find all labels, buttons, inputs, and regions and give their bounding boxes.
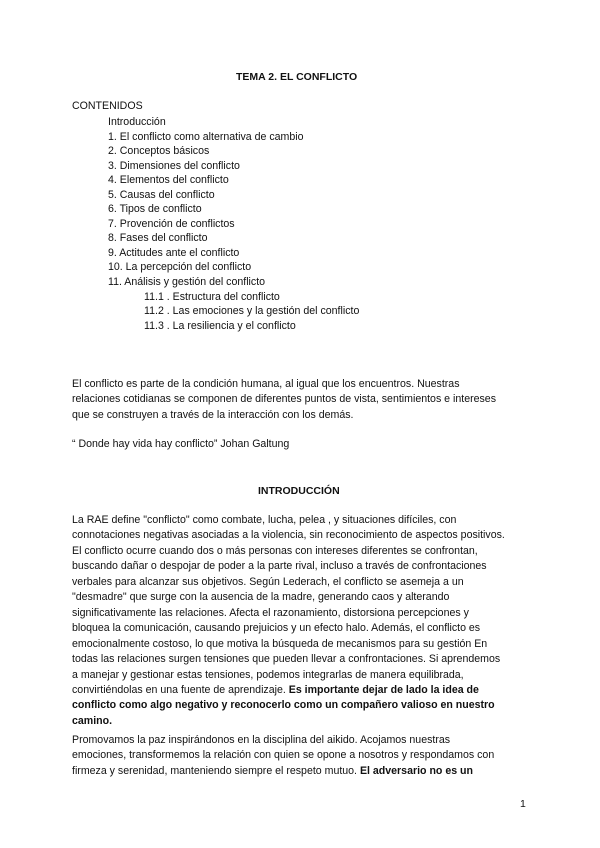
paragraph-line: que se construyen a través de la interacción con los demás. xyxy=(72,408,354,421)
paragraph-line: relaciones cotidianas se componen de diferentes puntos de vista, sentimientos e intereses xyxy=(72,393,496,406)
paragraph-line: connotaciones negativas asociadas a la violencia, sin reconocimiento de aspectos positivos. xyxy=(72,529,505,542)
toc-item: 2. Conceptos básicos xyxy=(108,145,210,158)
toc-item: 3. Dimensiones del conflicto xyxy=(108,159,240,172)
toc-item: 11. Análisis y gestión del conflicto xyxy=(108,276,266,289)
paragraph-text: convirtiéndolas en una fuente de aprendizaje. xyxy=(72,683,289,696)
paragraph-line: a manejar y gestionar estas tensiones, podemos integrarlas de manera equilibrada, xyxy=(72,668,464,681)
paragraph-line: verbales para alcanzar sus objetivos. Según Lederach, el conflicto se asemeja a un xyxy=(72,575,464,588)
paragraph-text: firmeza y serenidad, manteniendo siempre el respeto mutuo. xyxy=(72,764,360,777)
paragraph-line: emocionalmente costoso, lo que motiva la búsqueda de mecanismos para su gestión En xyxy=(72,637,488,650)
toc-item: 9. Actitudes ante el conflicto xyxy=(108,246,240,259)
galtung-quote: “ Donde hay vida hay conflicto” Johan Galtung xyxy=(72,438,290,450)
table-of-contents xyxy=(108,115,359,333)
emphasis-line: camino. xyxy=(72,714,113,727)
paragraph-line: emociones, transformemos la relación con quien se opone a nosotros y respondamos con xyxy=(72,749,495,762)
emphasis-text: El adversario no es un xyxy=(359,764,473,777)
toc-subitem: 11.2 . Las emociones y la gestión del conflicto xyxy=(144,305,360,318)
toc-item: 1. El conflicto como alternativa de cambio xyxy=(108,130,304,143)
paragraph-line: significativamente las relaciones. Afecta el razonamiento, distorsiona percepciones y xyxy=(72,606,469,619)
document-title: TEMA 2. EL CONFLICTO xyxy=(236,71,358,83)
paragraph-line: buscando dañar o despojar de poder a la parte rival, incluso a través de confrontaciones xyxy=(72,560,487,573)
introduction-heading: INTRODUCCIÓN xyxy=(258,485,340,497)
emphasis-line: conflicto como algo negativo y reconocerlo como un compañero valioso en nuestro xyxy=(72,699,495,712)
page-number: 1 xyxy=(520,798,526,810)
toc-item: 8. Fases del conflicto xyxy=(108,232,208,245)
paragraph-line: El conflicto ocurre cuando dos o más personas con intereses diferentes se confrontan, xyxy=(72,544,478,557)
opening-paragraph xyxy=(72,377,542,423)
paragraph-line xyxy=(72,764,542,779)
paragraph-line: bloquea la comunicación, causando prejuicios y un efecto halo. Además, el conflicto es xyxy=(72,622,481,635)
aikido-paragraph xyxy=(72,733,542,779)
toc-item-introduction: Introducción xyxy=(108,116,166,128)
toc-item: 6. Tipos de conflicto xyxy=(108,203,202,216)
paragraph-line: La RAE define "conflicto" como combate, lucha, pelea , y situaciones difíciles, con xyxy=(72,514,457,526)
emphasis-text: Es importante dejar de lado la idea de xyxy=(288,683,479,696)
paragraph-line: Promovamos la paz inspirándonos en la disciplina del aikido. Acojamos nuestras xyxy=(72,734,451,746)
paragraph-line: todas las relaciones surgen tensiones que pueden llevar a confrontaciones. Si aprendemos xyxy=(72,653,501,666)
toc-item: 7. Provención de conflictos xyxy=(108,217,235,230)
paragraph-line xyxy=(72,683,542,698)
toc-subitem: 11.1 . Estructura del conflicto xyxy=(144,290,280,303)
toc-item: 10. La percepción del conflicto xyxy=(108,261,252,274)
toc-item: 4. Elementos del conflicto xyxy=(108,174,229,187)
paragraph-line: El conflicto es parte de la condición humana, al igual que los encuentros. Nuestras xyxy=(72,378,460,390)
paragraph-line: "desmadre" que surge con la ausencia de la madre, generando caos y alterando xyxy=(72,591,450,604)
contents-heading: CONTENIDOS xyxy=(72,100,143,112)
toc-subitem: 11.3 . La resiliencia y el conflicto xyxy=(144,319,296,332)
toc-item: 5. Causas del conflicto xyxy=(108,188,215,201)
introduction-paragraph xyxy=(72,513,542,729)
